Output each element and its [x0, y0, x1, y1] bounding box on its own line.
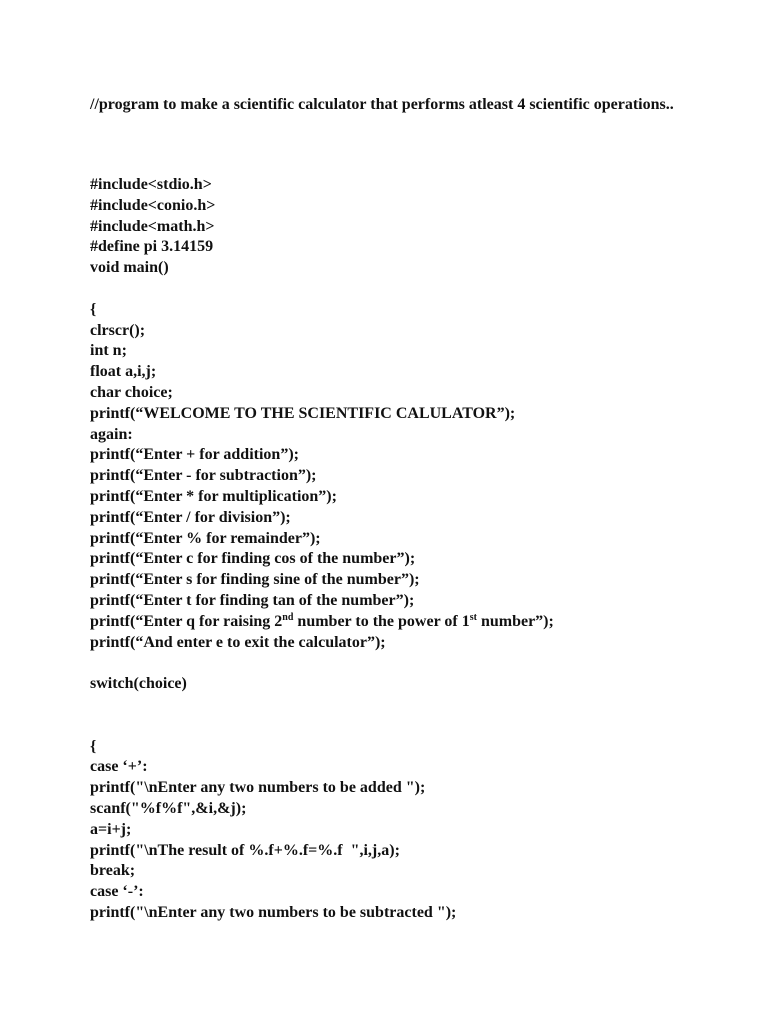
blank-line — [90, 279, 554, 300]
code-line: printf("\nThe result of %.f+%.f=%.f ",i,j,a); — [90, 841, 400, 859]
code-line: printf(“Enter s for finding sine of the number”); — [90, 571, 420, 589]
superscript: st — [469, 611, 477, 623]
code-line: scanf("%f%f",&i,&j); — [90, 799, 247, 817]
code-line: #include<stdio.h> — [90, 176, 212, 193]
code-line: { — [90, 300, 97, 318]
code-line: void main() — [90, 259, 169, 277]
code-line: break; — [90, 862, 136, 880]
code-line: case ‘+’: — [90, 758, 148, 776]
code-line: printf(“Enter c for finding cos of the number”); — [90, 550, 416, 568]
program-comment: //program to make a scientific calculator that performs atleast 4 scientific operations.. — [90, 96, 674, 113]
code-line: case ‘-’: — [90, 883, 144, 901]
code-line: printf(“Enter % for remainder”); — [90, 529, 321, 547]
code-line: char choice; — [90, 383, 173, 401]
code-line: #include<math.h> — [90, 217, 215, 235]
code-line: float a,i,j; — [90, 363, 157, 381]
blank-line — [90, 653, 554, 674]
code-line: #include<conio.h> — [90, 196, 216, 214]
code-text: number”); — [476, 612, 554, 630]
code-line: printf("\nEnter any two numbers to be subtracted "); — [90, 903, 457, 921]
blank-line — [90, 695, 554, 737]
code-line: printf(“Enter - for subtraction”); — [90, 467, 317, 485]
code-line: printf(“Enter t for finding tan of the number”); — [90, 591, 415, 609]
code-line-power — [90, 612, 554, 633]
code-line: clrscr(); — [90, 321, 146, 339]
superscript: nd — [282, 611, 294, 623]
code-line: printf(“Enter * for multiplication”); — [90, 487, 337, 505]
code-line: { — [90, 737, 97, 755]
code-line: printf(“Enter / for division”); — [90, 508, 291, 526]
code-line: again: — [90, 425, 133, 443]
code-line: printf(“And enter e to exit the calculator”); — [90, 633, 386, 651]
code-line: printf("\nEnter any two numbers to be added "); — [90, 779, 426, 797]
code-text: printf(“Enter q for raising 2 — [90, 612, 283, 630]
code-line: a=i+j; — [90, 820, 132, 838]
code-text: number to the power of 1 — [293, 612, 470, 630]
code-line: printf(“WELCOME TO THE SCIENTIFIC CALULATOR”); — [90, 404, 516, 422]
code-line: switch(choice) — [90, 675, 187, 693]
code-line: #define pi 3.14159 — [90, 238, 214, 256]
code-block — [90, 175, 554, 924]
code-line: printf(“Enter + for addition”); — [90, 446, 299, 464]
code-line: int n; — [90, 342, 127, 360]
